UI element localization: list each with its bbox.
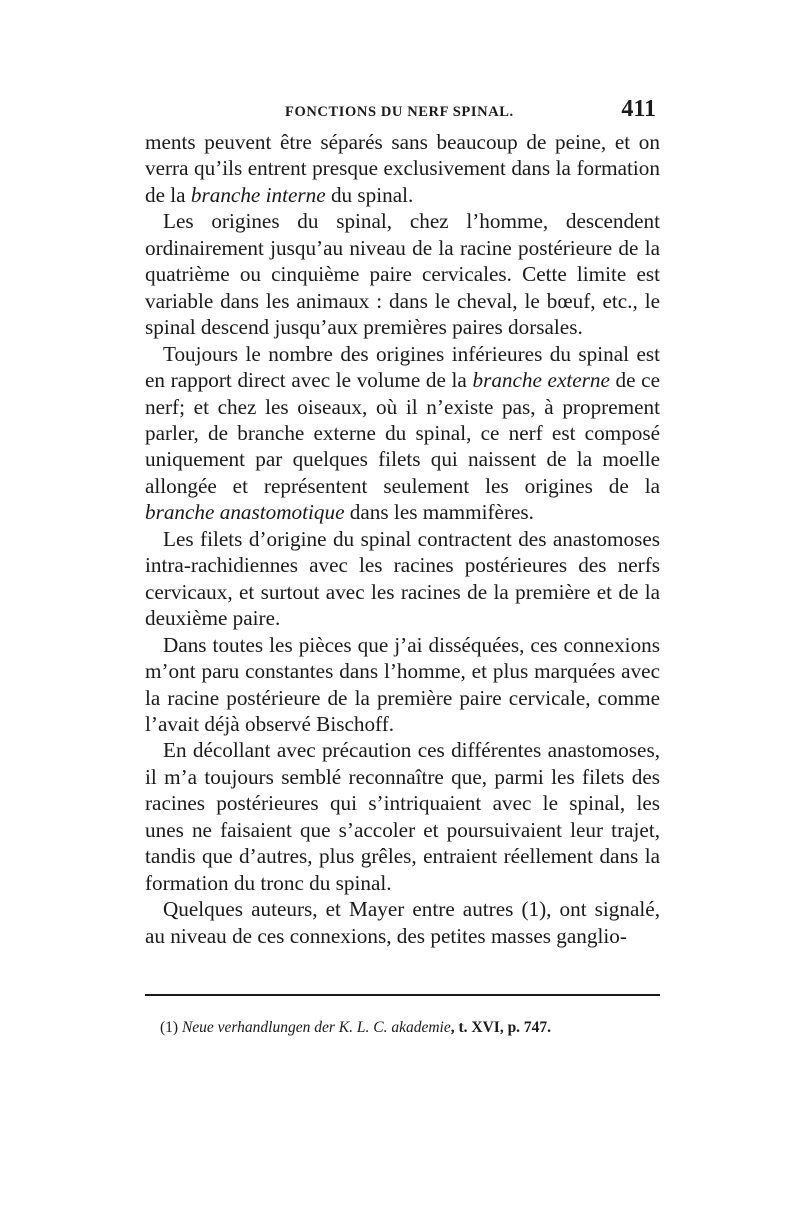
- text-run: ments peuvent être séparés sans beaucoup de peine, et on verra qu’ils entrent presque exclusivement dans la formation de la: [145, 130, 660, 207]
- running-head: [145, 96, 660, 130]
- body-text: [145, 129, 660, 949]
- footnote-work-title: Neue verhandlungen der K. L. C. akademie: [181, 1019, 451, 1036]
- footnote: [160, 1018, 660, 1038]
- paragraph: [145, 208, 660, 340]
- footnote-marker: (1): [160, 1019, 179, 1036]
- italic-term: branche interne: [190, 182, 326, 207]
- page-number: 411: [621, 96, 656, 122]
- footnote-reference: , t. XVI, p. 747.: [450, 1019, 552, 1036]
- paragraph: [145, 896, 660, 949]
- paragraph: [145, 737, 660, 896]
- text-run: Dans toutes les pièces que j’ai disséquées, ces connexions m’ont paru constantes dans l’homme, et plus marquées avec la racine postérieure de la première paire cervicale, comme l’avait déjà observé Bischoff.: [145, 632, 660, 736]
- text-run: Toujours le nombre des origines inférieures du spinal est en rapport direct avec le volume de la: [145, 341, 660, 393]
- footnote-rule: [145, 994, 660, 996]
- paragraph: [145, 129, 660, 208]
- text-run: Quelques auteurs, et Mayer entre autres (1), ont signalé, au niveau de ces connexions, des petites masses ganglio-: [145, 897, 660, 948]
- text-run: du spinal.: [325, 182, 414, 207]
- text-run: de ce nerf; et chez les oiseaux, où il n’existe pas, à proprement parler, de branche externe du spinal, ce nerf est composé uniquement par quelques filets qui naissent de la moelle allongée et représentent seulement les origines de la: [145, 368, 660, 498]
- running-title: FONCTIONS DU NERF SPINAL.: [285, 104, 514, 120]
- text-run: En décollant avec précaution ces différentes anastomoses, il m’a toujours semblé reconnaître que, parmi les filets des racines postérieures qui s’intriquaient avec le spinal, les unes ne faisaient que s’accoler et poursuivaient leur trajet, tandis que d’autres, plus grêles, entraient réellement dans la formation du tronc du spinal.: [145, 738, 660, 895]
- italic-term: branche externe: [472, 368, 610, 393]
- italic-term: branche anastomotique: [145, 500, 345, 525]
- paragraph: [145, 341, 660, 526]
- text-run: dans les mammifères.: [344, 500, 534, 525]
- paragraph: [145, 632, 660, 738]
- paragraph: [145, 526, 660, 632]
- text-run: Les origines du spinal, chez l’homme, descendent ordinairement jusqu’au niveau de la racine postérieure de la quatrième ou cinquième paire cervicales. Cette limite est variable dans les animaux : dans le cheval, le bœuf, etc., le spinal descend jusqu’aux premières paires dorsales.: [145, 209, 660, 340]
- text-run: Les filets d’origine du spinal contractent des anastomoses intra-rachidiennes avec les racines postérieures des nerfs cervicaux, et surtout avec les racines de la première et de la deuxième paire.: [145, 526, 660, 631]
